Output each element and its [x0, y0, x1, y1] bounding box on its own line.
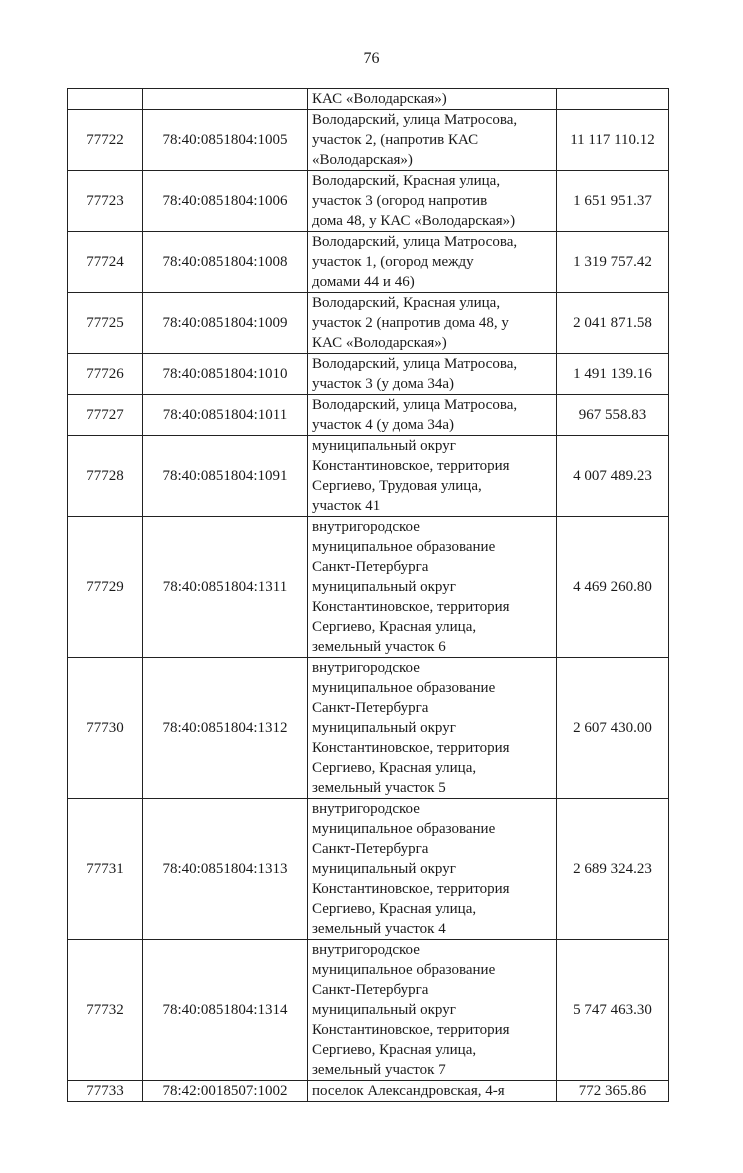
cadastral-number-cell: 78:40:0851804:1091 [143, 436, 308, 517]
address-line: Константиновское, территория [312, 458, 510, 474]
address-line: поселок Александровская, 4-я [312, 1083, 505, 1099]
address-line: муниципальное образование [312, 539, 496, 555]
address-line: Санкт-Петербурга [312, 700, 429, 716]
cadastral-number-cell: 78:40:0851804:1006 [143, 171, 308, 232]
address-line: муниципальное образование [312, 821, 496, 837]
cadastral-number-cell: 78:42:0018507:1002 [143, 1081, 308, 1102]
address-line: Константиновское, территория [312, 1022, 510, 1038]
table-row [68, 517, 669, 658]
cadastral-value-cell: 1 491 139.16 [557, 354, 669, 395]
address-line: Сергиево, Красная улица, [312, 619, 477, 635]
address-line: муниципальный округ [312, 579, 456, 595]
address-line: домами 44 и 46) [312, 274, 415, 290]
address-line: участок 1, (огород между [312, 254, 474, 270]
table-row [68, 110, 669, 171]
cadastral-number-cell [143, 89, 308, 110]
row-number-cell: 77732 [68, 940, 143, 1081]
address-line: земельный участок 7 [312, 1062, 446, 1078]
cadastral-number-cell: 78:40:0851804:1005 [143, 110, 308, 171]
table-row [68, 395, 669, 436]
address-line: дома 48, у КАС «Володарская») [312, 213, 516, 229]
cadastral-value-cell: 4 007 489.23 [557, 436, 669, 517]
cadastral-number-cell: 78:40:0851804:1312 [143, 658, 308, 799]
address-line: Володарский, Красная улица, [312, 173, 501, 189]
cadastral-number-cell: 78:40:0851804:1009 [143, 293, 308, 354]
address-line: внутригородское [312, 660, 420, 676]
address-cell [308, 395, 557, 436]
cadastral-number-cell: 78:40:0851804:1314 [143, 940, 308, 1081]
address-line: участок 3 (у дома 34а) [312, 376, 455, 392]
address-line: земельный участок 4 [312, 921, 446, 937]
address-cell [308, 110, 557, 171]
address-cell [308, 171, 557, 232]
cadastral-value-cell: 5 747 463.30 [557, 940, 669, 1081]
address-line: внутригородское [312, 519, 420, 535]
address-line: Константиновское, территория [312, 599, 510, 615]
address-line: Санкт-Петербурга [312, 982, 429, 998]
page-number: 76 [363, 50, 380, 67]
address-line: Константиновское, территория [312, 881, 510, 897]
address-line: Володарский, улица Матросова, [312, 356, 518, 372]
table-row [68, 232, 669, 293]
address-line: муниципальное образование [312, 962, 496, 978]
cadastral-number-cell: 78:40:0851804:1010 [143, 354, 308, 395]
table-row [68, 436, 669, 517]
address-line: муниципальный округ [312, 861, 456, 877]
cadastral-value-cell: 2 607 430.00 [557, 658, 669, 799]
cadastral-value-cell: 1 319 757.42 [557, 232, 669, 293]
address-line: муниципальный округ [312, 438, 456, 454]
address-line: муниципальный округ [312, 1002, 456, 1018]
row-number-cell: 77728 [68, 436, 143, 517]
address-line: Володарский, улица Матросова, [312, 112, 518, 128]
address-line: КАС «Володарская») [312, 335, 447, 351]
cadastral-number-cell: 78:40:0851804:1313 [143, 799, 308, 940]
address-line: Сергиево, Трудовая улица, [312, 478, 482, 494]
table-row [68, 89, 669, 110]
address-line: Володарский, улица Матросова, [312, 234, 518, 250]
address-cell [308, 89, 557, 110]
address-line: внутригородское [312, 801, 420, 817]
cadastral-value-cell: 4 469 260.80 [557, 517, 669, 658]
address-line: Володарский, Красная улица, [312, 295, 501, 311]
address-cell [308, 940, 557, 1081]
address-line: Сергиево, Красная улица, [312, 760, 477, 776]
table-row [68, 940, 669, 1081]
cadastral-value-cell: 1 651 951.37 [557, 171, 669, 232]
cadastral-value-cell: 2 689 324.23 [557, 799, 669, 940]
address-line: Сергиево, Красная улица, [312, 1042, 477, 1058]
address-cell [308, 436, 557, 517]
row-number-cell: 77726 [68, 354, 143, 395]
address-line: Сергиево, Красная улица, [312, 901, 477, 917]
cadastral-number-cell: 78:40:0851804:1011 [143, 395, 308, 436]
address-cell [308, 658, 557, 799]
address-cell [308, 1081, 557, 1102]
address-cell [308, 293, 557, 354]
row-number-cell: 77730 [68, 658, 143, 799]
address-line: участок 4 (у дома 34а) [312, 417, 455, 433]
address-line: КАС «Володарская») [312, 91, 447, 107]
row-number-cell: 77733 [68, 1081, 143, 1102]
table-row [68, 799, 669, 940]
address-cell [308, 354, 557, 395]
cadastral-number-cell: 78:40:0851804:1008 [143, 232, 308, 293]
cadastral-value-cell: 967 558.83 [557, 395, 669, 436]
address-cell [308, 232, 557, 293]
cadastral-value-cell: 772 365.86 [557, 1081, 669, 1102]
row-number-cell: 77723 [68, 171, 143, 232]
address-line: земельный участок 5 [312, 780, 446, 796]
row-number-cell: 77722 [68, 110, 143, 171]
table-body [68, 89, 669, 1102]
address-line: участок 3 (огород напротив [312, 193, 488, 209]
row-number-cell [68, 89, 143, 110]
address-line: «Володарская») [312, 152, 413, 168]
row-number-cell: 77725 [68, 293, 143, 354]
table-row [68, 658, 669, 799]
cadastral-value-cell: 11 117 110.12 [557, 110, 669, 171]
cadastral-value-cell: 2 041 871.58 [557, 293, 669, 354]
land-plots-table [67, 88, 669, 1102]
address-line: земельный участок 6 [312, 639, 446, 655]
address-line: участок 2 (напротив дома 48, у [312, 315, 509, 331]
table-row [68, 354, 669, 395]
address-line: Санкт-Петербурга [312, 841, 429, 857]
address-line: Константиновское, территория [312, 740, 510, 756]
row-number-cell: 77729 [68, 517, 143, 658]
row-number-cell: 77724 [68, 232, 143, 293]
row-number-cell: 77727 [68, 395, 143, 436]
table-row [68, 293, 669, 354]
address-line: Санкт-Петербурга [312, 559, 429, 575]
address-line: муниципальное образование [312, 680, 496, 696]
address-line: внутригородское [312, 942, 420, 958]
address-cell [308, 799, 557, 940]
address-line: муниципальный округ [312, 720, 456, 736]
row-number-cell: 77731 [68, 799, 143, 940]
address-line: Володарский, улица Матросова, [312, 397, 518, 413]
address-line: участок 41 [312, 498, 381, 514]
cadastral-value-cell [557, 89, 669, 110]
table-row [68, 171, 669, 232]
address-cell [308, 517, 557, 658]
table-row [68, 1081, 669, 1102]
address-line: участок 2, (напротив КАС [312, 132, 479, 148]
cadastral-number-cell: 78:40:0851804:1311 [143, 517, 308, 658]
